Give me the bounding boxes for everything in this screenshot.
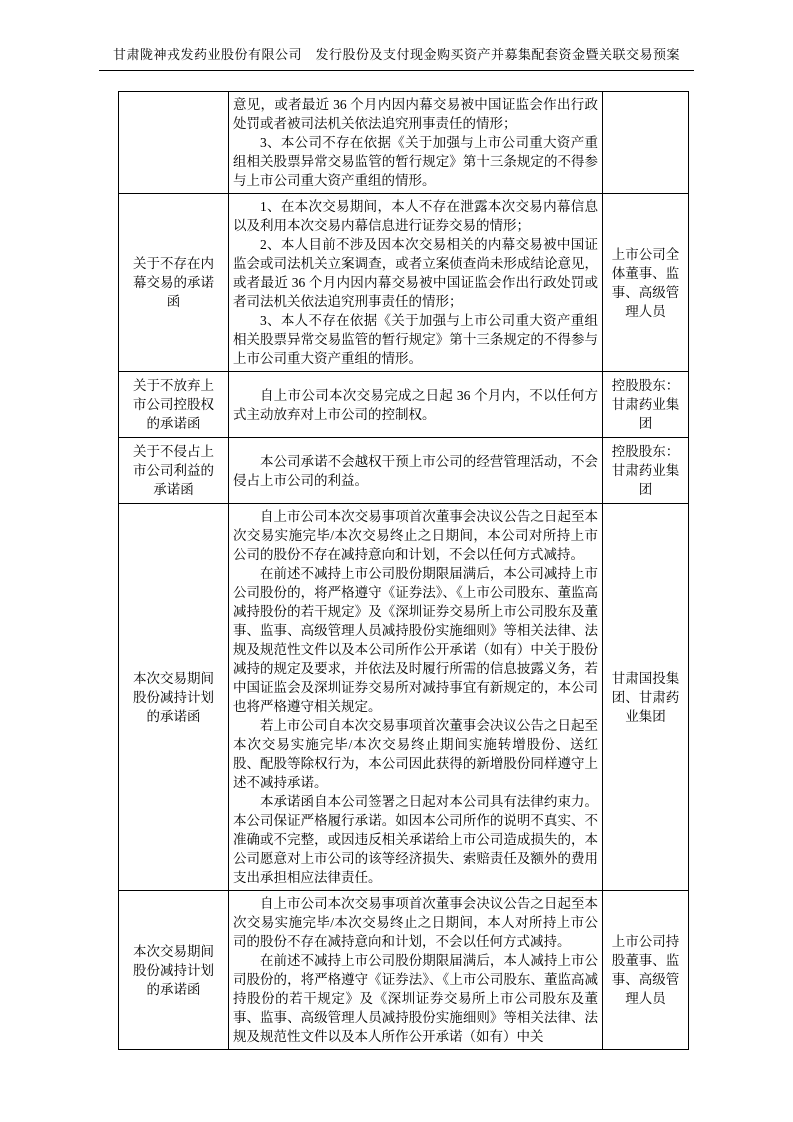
commitment-name-cell: 关于不存在内幕交易的承诺函 [119, 194, 229, 372]
commitment-content-cell [229, 438, 603, 504]
paragraph: 本承诺函自本公司签署之日起对本公司具有法律约束力。本公司保证严格履行承诺。如因本公司所作的说明不真实、不准确或不完整，或因违反相关承诺给上市公司造成损失的，本公司愿意对上市公司的该等经济损失、索赔责任及额外的费用支出承担相应法律责任。 [233, 794, 598, 885]
commitment-content-cell [229, 92, 603, 194]
paragraph: 自上市公司本次交易事项首次董事会决议公告之日起至本次交易实施完毕/本次交易终止之日期间，本人对所持上市公司的股份不存在减持意向和计划，不会以任何方式减持。 [233, 896, 598, 949]
paragraph: 在前述不减持上市公司股份期限届满后，本公司减持上市公司股份的，将严格遵守《证券法》、《上市公司股东、董监高减持股份的若干规定》及《深圳证券交易所上市公司股东及董事、监事、高级管理人员减持股份实施细则》等相关法律、法规及规范性文件以及本公司所作公开承诺（如有）中关于股份减持的规定及要求，并依法及时履行所需的信息披露义务，若中国证监会及深圳证券交易所对减持事宜有新规定的，本公司也将严格遵守相关规定。 [233, 566, 598, 714]
commitment-party-cell [603, 92, 689, 194]
commitment-table [118, 91, 689, 1050]
commitment-name-cell: 本次交易期间股份减持计划的承诺函 [119, 504, 229, 891]
commitment-content-cell [229, 891, 603, 1050]
commitment-party-cell: 上市公司全体董事、监事、高级管理人员 [603, 194, 689, 372]
table-row [119, 92, 689, 194]
paragraph: 1、在本次交易期间，本人不存在泄露本次交易内幕信息以及利用本次交易内幕信息进行证券交易的情形； [233, 199, 598, 233]
header-divider [99, 70, 694, 71]
paragraph: 若上市公司自本次交易事项首次董事会决议公告之日起至本次交易实施完毕/本次交易终止期间实施转增股份、送红股、配股等除权行为，本公司因此获得的新增股份同样遵守上述不减持承诺。 [233, 718, 598, 790]
commitment-content-cell [229, 372, 603, 438]
paragraph: 自上市公司本次交易完成之日起 36 个月内，不以任何方式主动放弃对上市公司的控制权。 [233, 387, 598, 422]
paragraph: 本公司承诺不会越权干预上市公司的经营管理活动，不会侵占上市公司的利益。 [233, 453, 598, 488]
header-title: 甘肃陇神戎发药业股份有限公司 发行股份及支付现金购买资产并募集配套资金暨关联交易预案 [112, 47, 680, 62]
commitment-party-cell: 甘肃国投集团、甘肃药业集团 [603, 504, 689, 891]
paragraph: 在前述不减持上市公司股份期限届满后，本人减持上市公司股份的，将严格遵守《证券法》、《上市公司股东、董监高减持股份的若干规定》及《深圳证券交易所上市公司股东及董事、监事、高级管理人员减持股份实施细则》等相关法律、法规及规范性文件以及本人所作公开承诺（如有）中关 [233, 953, 598, 1044]
paragraph: 2、本人目前不涉及因本次交易相关的内幕交易被中国证监会或司法机关立案调查，或者立案侦查尚未形成结论意见，或者最近 36 个月内因内幕交易被中国证监会作出行政处罚或者司法机关依法追究刑事责任的情形； [233, 237, 598, 309]
commitment-content-cell [229, 504, 603, 891]
commitment-name-cell: 关于不侵占上市公司利益的承诺函 [119, 438, 229, 504]
paragraph: 3、本人不存在依据《关于加强与上市公司重大资产重组相关股票异常交易监管的暂行规定》第十三条规定的不得参与上市公司重大资产重组的情形。 [233, 313, 598, 366]
table-row [119, 438, 689, 504]
table-row [119, 372, 689, 438]
commitment-party-cell: 控股股东：甘肃药业集团 [603, 438, 689, 504]
table-row [119, 891, 689, 1050]
page-header [0, 46, 793, 63]
table-row [119, 504, 689, 891]
commitment-party-cell: 上市公司持股董事、监事、高级管理人员 [603, 891, 689, 1050]
commitment-content-cell [229, 194, 603, 372]
paragraph: 意见，或者最近 36 个月内因内幕交易被中国证监会作出行政处罚或者被司法机关依法追究刑事责任的情形； [233, 97, 598, 131]
commitment-name-cell: 本次交易期间股份减持计划的承诺函 [119, 891, 229, 1050]
paragraph: 自上市公司本次交易事项首次董事会决议公告之日起至本次交易实施完毕/本次交易终止之日期间，本公司对所持上市公司的股份不存在减持意向和计划，不会以任何方式减持。 [233, 509, 598, 562]
table-row [119, 194, 689, 372]
commitment-name-cell: 关于不放弃上市公司控股权的承诺函 [119, 372, 229, 438]
paragraph: 3、本公司不存在依据《关于加强与上市公司重大资产重组相关股票异常交易监管的暂行规定》第十三条规定的不得参与上市公司重大资产重组的情形。 [233, 135, 598, 188]
commitment-name-cell [119, 92, 229, 194]
commitment-party-cell: 控股股东：甘肃药业集团 [603, 372, 689, 438]
